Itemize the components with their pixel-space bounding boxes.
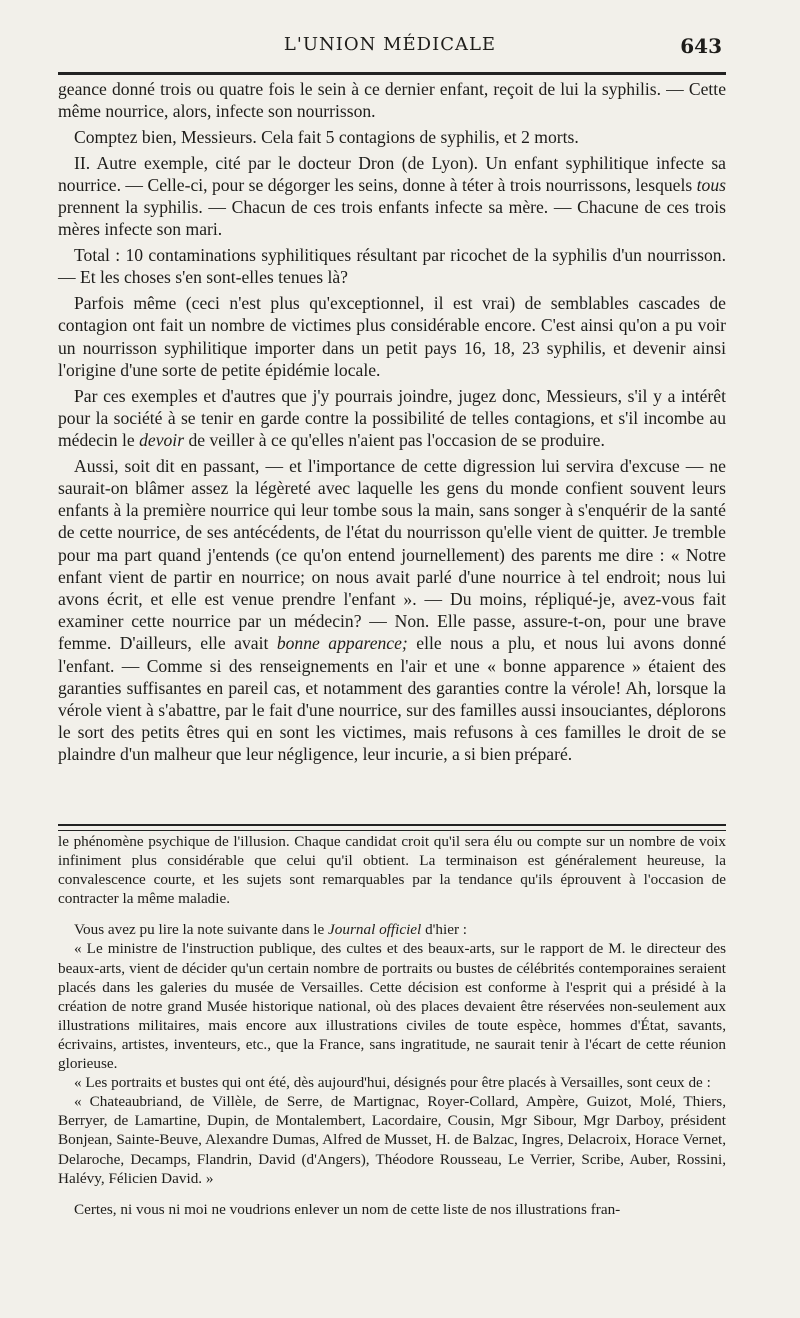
page-number: 643 <box>680 34 722 58</box>
feuilleton-text <box>58 832 726 1219</box>
paragraph: Total : 10 contaminations syphilitiques résultant par ricochet de la syphilis d'un nourrisson. — Et les choses s'en sont-elles tenues là? <box>58 245 726 288</box>
paragraph: geance donné trois ou quatre fois le sein à ce dernier enfant, reçoit de lui la syphilis. — Cette même nourrice, alors, infecte son nourrisson. <box>58 79 726 122</box>
paragraph: Vous avez pu lire la note suivante dans le Journal officiel d'hier : <box>74 921 468 939</box>
paragraph: Aussi, soit dit en passant, — et l'importance de cette digression lui servira d'excuse — ne saurait-on blâmer assez la légèreté avec laquelle les gens du monde confient souvent leurs enfants à la première nourrice qui leur tombe sous la main, sans songer à s'enquérir de la santé de cette nourrice, de ses antécédents, de l'état du nourrisson qu'elle vient de quitter. Je tremble pour ma part quand j'entends (ce qu'on entend journellement) des parents me dire : « Notre enfant vient de partir en nourrice; on nous avait parlé d'une nourrice à tel endroit; nous lui avons écrit, et elle est venue prendre l'enfant ». — Du moins, répliqué-je, avez-vous fait examiner cette nourrice par un médecin? — Non. Elle passe, assure-t-on, pour une brave femme. D'ailleurs, elle avait bonne apparence; elle nous a plu, et nous lui avons donné l'enfant. — Comme si des renseignements en l'air et une « bonne apparence » étaient des garanties suffisantes en pareil cas, et notamment des garanties contre la vérole! Ah, lorsque la vérole vient à s'abattre, par le fait d'une nourrice, sur des familles aussi insouciantes, déplorons le sort des petits êtres qui en sont les victimes, mais refusons à ces familles le droit de se plaindre d'un malheur que leur négligence, leur incurie, a si bien préparé. <box>58 455 727 765</box>
main-article-text <box>58 78 726 769</box>
section-divider <box>58 824 726 831</box>
quoted-paragraph: « Chateaubriand, de Villèle, de Serre, de Martignac, Royer-Collard, Ampère, Guizot, Molé, Thiers, Berryer, de Lamartine, Dupin, de Montalembert, Lacordaire, Cousin, Mgr Sibour, Mgr Darboy, président Bonjean, Sainte-Beuve, Alexandre Dumas, Alfred de Musset, H. de Balzac, Ingres, Delacroix, Horace Vernet, Delaroche, Decamps, Flandrin, David (d'Angers), Théodore Rousseau, Le Verrier, Scribe, Auber, Rossini, Halévy, Félicien David. » <box>58 1093 726 1187</box>
header-rule <box>58 72 726 75</box>
paragraph: le phénomène psychique de l'illusion. Chaque candidat croit qu'il sera élu ou compte sur un nombre de voix infiniment plus considérable que celui qu'il obtient. La terminaison est généralement heureuse, la convalescence courte, et les sujets sont remarquables par la tendance qu'ils éprouvent à l'occasion de contracter la même maladie. <box>58 833 726 908</box>
paragraph: Par ces exemples et d'autres que j'y pourrais joindre, jugez donc, Messieurs, s'il y a intérêt pour la société à se tenir en garde contre la possibilité de telles contagions, et s'il incombe au médecin le devoir de veiller à ce qu'elles n'aient pas l'occasion de se produire. <box>58 385 726 451</box>
paragraph: Parfois même (ceci n'est plus qu'exceptionnel, il est vrai) de semblables cascades de contagion ont fait un nombre de victimes plus considérable encore. C'est ainsi qu'on a pu voir un nourrisson syphilitique importer dans un petit pays 16, 18, 23 syphilis, et devenir ainsi l'origine d'une sorte de petite épidémie locale. <box>58 293 726 380</box>
paragraph: II. Autre exemple, cité par le docteur Dron (de Lyon). Un enfant syphilitique infecte sa nourrice. — Celle-ci, pour se dégorger les seins, donne à téter à trois nourrissons, lesquels tous prennent la syphilis. — Chacun de ces trois enfants infecte sa mère. — Chacune de ces trois mères infecte son mari. <box>58 152 726 240</box>
quoted-paragraph: « Le ministre de l'instruction publique, des cultes et des beaux-arts, sur le rapport de M. le directeur des beaux-arts, vient de décider qu'un certain nombre de portraits ou bustes de célébrités contemporaines seraient placés dans les galeries du musée de Versailles. Cette décision est conforme à l'esprit qui a présidé à la création de notre grand Musée historique national, où des places devaient être réservées non-seulement aux illustrations militaires, mais encore aux illustrations civiles de toute espèce, hommes d'État, savants, écrivains, artistes, inventeurs, etc., que la France, sans ingratitude, ne saurait tenir à l'écart de cette réunion glorieuse. <box>58 940 726 1073</box>
page-header <box>58 34 722 64</box>
quoted-paragraph: « Les portraits et bustes qui ont été, dès aujourd'hui, désignés pour être placés à Versailles, sont ceux de : <box>74 1074 711 1092</box>
running-title: L'UNION MÉDICALE <box>283 34 497 55</box>
paragraph: Comptez bien, Messieurs. Cela fait 5 contagions de syphilis, et 2 morts. <box>74 127 579 147</box>
paragraph: Certes, ni vous ni moi ne voudrions enlever un nom de cette liste de nos illustrations fran- <box>74 1200 621 1218</box>
